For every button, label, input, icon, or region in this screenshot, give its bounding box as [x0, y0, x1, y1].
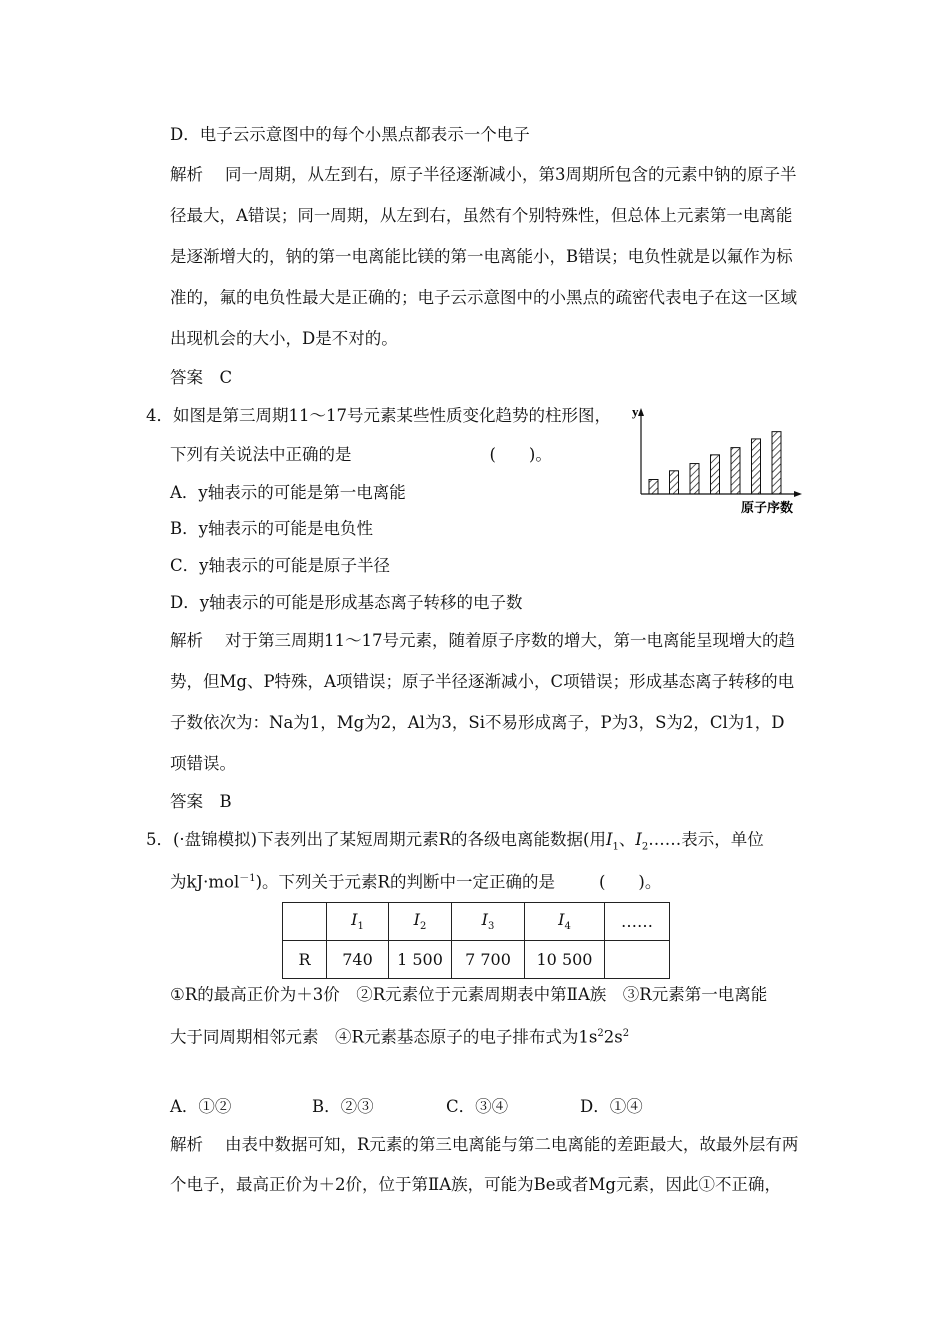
ionization-energy-table [282, 902, 670, 979]
bar-chart [628, 404, 810, 516]
analysis-label: 解析 [170, 1135, 203, 1154]
q4-option-a: A．y轴表示的可能是第一电离能 [170, 483, 406, 502]
q3-analysis-5: 出现机会的大小，D是不对的。 [170, 329, 398, 348]
x-axis-label: 原子序数 [741, 501, 794, 516]
analysis-label: 解析 [170, 631, 203, 650]
q5-statement-2: 大于同周期相邻元素 ④R元素基态原子的电子排布式为$1s^22s^2$ [170, 1027, 630, 1047]
bars-group [649, 432, 781, 494]
bar-7 [772, 432, 781, 494]
analysis-label: 解析 [170, 165, 203, 184]
q4-stem-2: 下列有关说法中正确的是 ( )。 [170, 445, 552, 464]
q4-analysis-1: 解析 对于第三周期11～17号元素，随着原子序数的增大，第一电离能呈现增大的趋 [170, 631, 795, 650]
bar-5 [731, 448, 740, 494]
table-cell [605, 941, 670, 979]
y-axis-label: y [632, 404, 639, 419]
y-axis-arrow [638, 408, 644, 416]
q5-option-a: A．①② [170, 1097, 232, 1116]
q5-stem-2: 为kJ·mol$^{-1}$)。下列关于元素R的判断中一定正确的是 ( )。 [170, 872, 662, 892]
q4-analysis-2: 势，但Mg、P特殊，A项错误；原子半径逐渐减小，C项错误；形成基态离子转移的电 [170, 672, 795, 691]
q3-analysis-3: 是逐渐增大的，钠的第一电离能比镁的第一电离能小，B错误；电负性就是以氟作为标 [170, 247, 793, 266]
q4-answer: 答案 B [170, 792, 232, 811]
q4-option-c: C．y轴表示的可能是原子半径 [170, 556, 390, 575]
bar-2 [670, 471, 679, 494]
bar-6 [752, 439, 761, 494]
q5-stem-1: 5．(·盘锦模拟)下表列出了某短周期元素R的各级电离能数据(用$I_1$、$I_2\dots\dots$表示，单位 [146, 830, 764, 853]
table-header-cell [283, 903, 327, 941]
table-header-cell: $I_3$ [452, 903, 525, 941]
q3-analysis-2: 径最大，A错误；同一周期，从左到右，虽然有个别特殊性，但总体上元素第一电离能 [170, 206, 793, 225]
q5-option-c: C．③④ [446, 1097, 509, 1116]
table-header-row [283, 903, 670, 941]
bar-3 [690, 464, 699, 494]
q3-analysis-4: 准的，氟的电负性最大是正确的；电子云示意图中的小黑点的疏密代表电子在这一区域 [170, 288, 797, 307]
q3-analysis-1: 解析 同一周期，从左到右，原子半径逐渐减小，第3周期所包含的元素中钠的原子半 [170, 165, 797, 184]
table-row [283, 941, 670, 979]
table-header-cell: …… [605, 903, 670, 941]
bar-1 [649, 480, 658, 495]
table-cell: 740 [327, 941, 389, 979]
q5-statement-1: ①R的最高正价为＋3价 ②R元素位于元素周期表中第ⅡA族 ③R元素第一电离能 [170, 985, 768, 1004]
table-header-cell: $I_2$ [389, 903, 452, 941]
q5-options [170, 1096, 643, 1118]
q4-option-b: B．y轴表示的可能是电负性 [170, 519, 373, 538]
q5-answer-paren: ( )。 [598, 872, 662, 892]
bar-4 [711, 455, 720, 494]
q3-answer: 答案 C [170, 368, 233, 387]
q5-option-d: D．①④ [580, 1097, 643, 1116]
table-row-label: R [283, 941, 327, 979]
table-header-cell: $I_4$ [525, 903, 605, 941]
q5-option-b: B．②③ [312, 1097, 374, 1116]
table-header-cell: $I_1$ [327, 903, 389, 941]
table-cell: 10 500 [525, 941, 605, 979]
table-cell: 1 500 [389, 941, 452, 979]
q4-answer-paren: ( )。 [489, 445, 552, 464]
q4-analysis-3: 子数依次为：Na为1，Mg为2，Al为3，Si不易形成离子，P为3，S为2，Cl为1，D [170, 713, 785, 732]
q5-analysis-2: 个电子，最高正价为＋2价，位于第ⅡA族，可能为Be或者Mg元素，因此①不正确， [170, 1175, 781, 1194]
q4-option-d: D．y轴表示的可能是形成基态离子转移的电子数 [170, 593, 523, 612]
table-cell: 7 700 [452, 941, 525, 979]
x-axis-arrow [794, 491, 802, 497]
q3-option-d: D．电子云示意图中的每个小黑点都表示一个电子 [170, 125, 530, 144]
q5-analysis-1: 解析 由表中数据可知，R元素的第三电离能与第二电离能的差距最大，故最外层有两 [170, 1135, 799, 1154]
q4-stem-1: 4．如图是第三周期11～17号元素某些性质变化趋势的柱形图， [146, 406, 611, 425]
q4-analysis-4: 项错误。 [170, 754, 236, 773]
